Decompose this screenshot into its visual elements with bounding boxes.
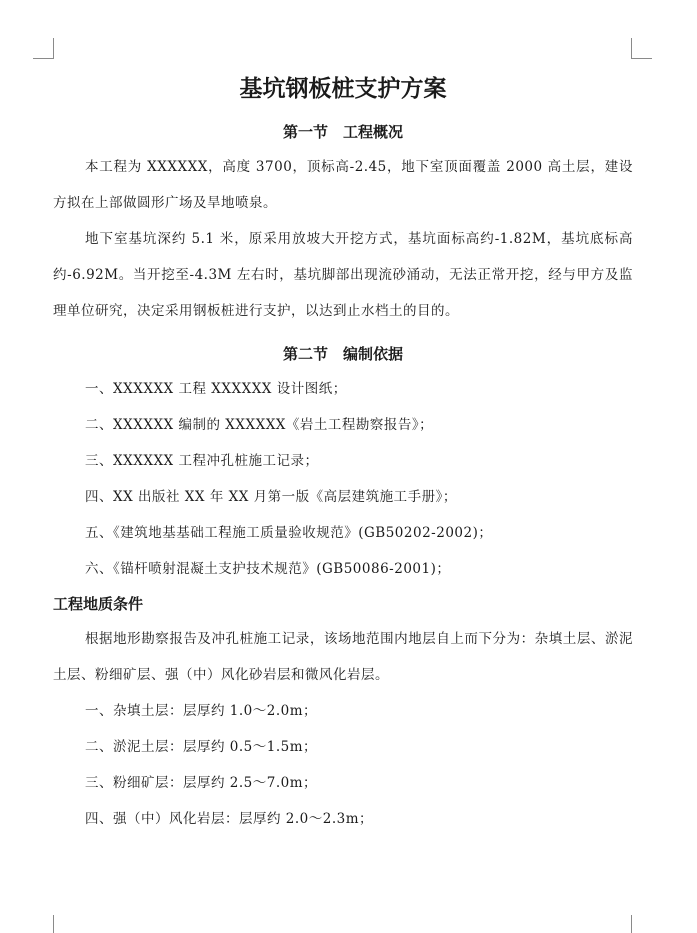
basis-item-5: 五、《建筑地基基础工程施工质量验收规范》(GB50202-2002)； [85, 525, 493, 541]
corner-mark-top-left [33, 38, 54, 59]
corner-mark-bottom-left [33, 915, 54, 933]
basis-item-2: 二、XXXXXX 编制的 XXXXXX《岩土工程勘察报告》； [85, 417, 434, 433]
geology-item-3: 三、粉细矿层：层厚约 2.5～7.0m； [85, 775, 318, 791]
overview-paragraph-1: 本工程为 XXXXXX，高度 3700，顶标高-2.45，地下室顶面覆盖 2000 高土层，建设方拟在上部做圆形广场及旱地喷泉。 [53, 159, 633, 211]
basis-item-4: 四、XX 出版社 XX 年 XX 月第一版《高层建筑施工手册》； [85, 489, 457, 505]
overview-paragraph-2: 地下室基坑深约 5.1 米，原采用放坡大开挖方式，基坑面标高约-1.82M，基坑底标高约-6.92M。当开挖至-4.3M 左右时，基坑脚部出现流砂涌动，无法正常开挖，经与甲方及监理单位研究，决定采用钢板桩进行支护，以达到止水档土的目的。 [53, 231, 633, 319]
basis-item-3: 三、XXXXXX 工程冲孔桩施工记录； [85, 453, 319, 469]
document-title: 基坑钢板桩支护方案 [239, 76, 447, 102]
basis-item-6: 六、《锚杆喷射混凝土支护技术规范》(GB50086-2001)； [85, 561, 451, 577]
section-heading-basis: 第二节 编制依据 [282, 345, 403, 363]
geology-heading: 工程地质条件 [53, 595, 144, 613]
section-heading-overview: 第一节 工程概况 [282, 123, 403, 141]
geology-intro: 根据地形勘察报告及冲孔桩施工记录，该场地范围内地层自上而下分为：杂填土层、淤泥土层、粉细矿层、强（中）风化砂岩层和微风化岩层。 [53, 631, 633, 683]
document-body [53, 70, 633, 837]
basis-item-1: 一、XXXXXX 工程 XXXXXX 设计图纸； [85, 381, 347, 397]
geology-item-1: 一、杂填土层：层厚约 1.0～2.0m； [85, 703, 318, 719]
corner-mark-top-right [631, 38, 652, 59]
corner-mark-bottom-right [631, 915, 652, 933]
geology-item-2: 二、淤泥土层：层厚约 0.5～1.5m； [85, 739, 318, 755]
geology-item-4: 四、强（中）风化岩层：层厚约 2.0～2.3m； [85, 811, 374, 827]
